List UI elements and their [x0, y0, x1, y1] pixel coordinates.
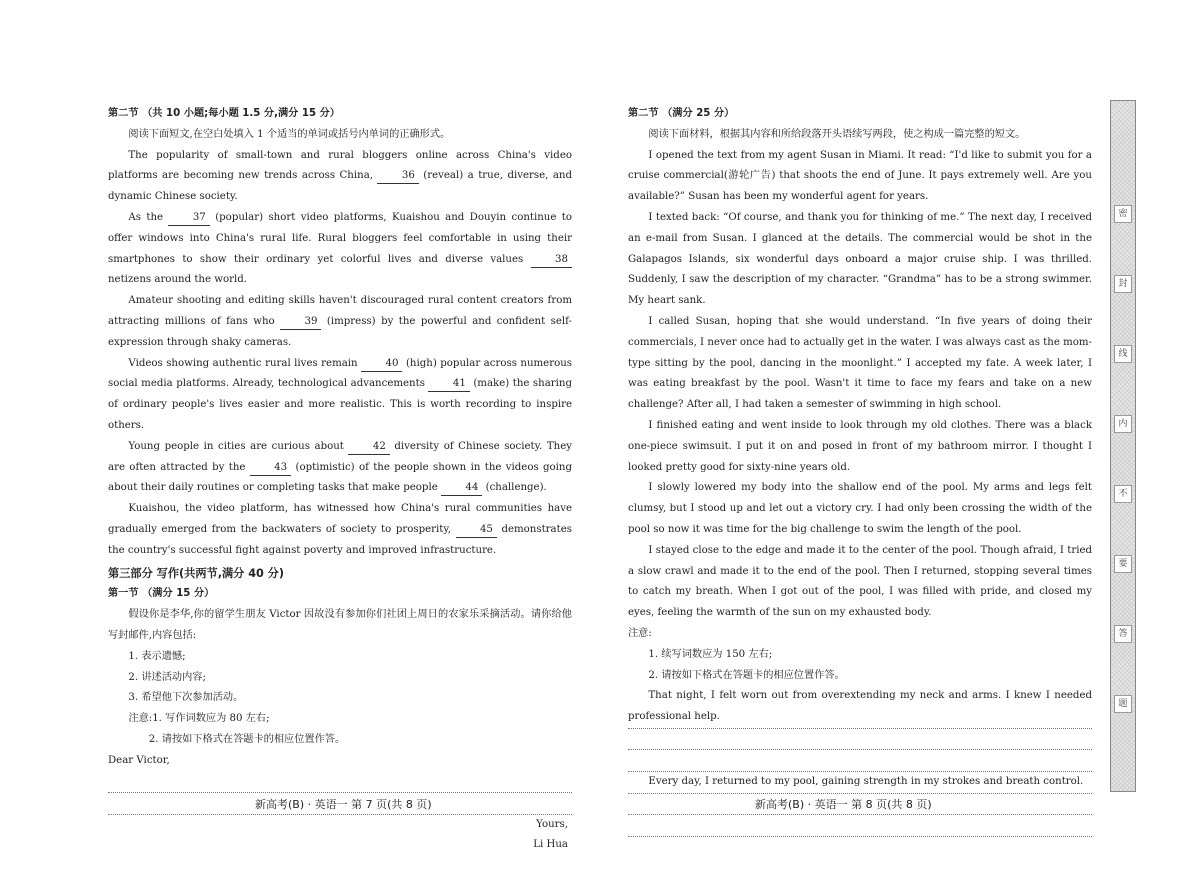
answer-line[interactable]	[628, 815, 1092, 837]
paragraph-starter-2: Every day, I returned to my pool, gaining strength in my strokes and breath control.	[628, 772, 1092, 794]
task-item-2: 2. 讲述活动内容;	[128, 671, 206, 683]
signature: Li Hua	[533, 839, 568, 851]
continuation-heading: 第二节 （满分 25 分）	[628, 108, 735, 119]
story-paragraph: I called Susan, hoping that she would understand. “In five years of doing their commercials, I never once had to actually get in the water. I was always cast as the mom-type sitting by the pool, dancing in the moonlight.” I accepted my fate. A week later, I was eating breakfast by the pool. Wasn't it time to face my fears and take on a new challenge? After all, I had taken a semester of swimming in high school.	[628, 315, 1092, 411]
answer-line[interactable]	[628, 729, 1092, 751]
passage-paragraph-3: Amateur shooting and editing skills haven't discouraged rural content creators from attracting millions of fans who 39 (impress) by the powerful and confident self-expression through shaky cameras.	[108, 295, 572, 348]
seal-char: 内	[1114, 415, 1132, 433]
section2-instruction: 阅读下面短文,在空白处填入 1 个适当的单词或括号内单词的正确形式。	[128, 128, 451, 140]
seal-line-strip	[1110, 100, 1136, 792]
salutation: Dear Victor,	[108, 754, 170, 766]
note-item-1: 1. 续写词数应为 150 左右;	[648, 648, 773, 660]
seal-char: 封	[1114, 275, 1132, 293]
blank-39[interactable]: 39	[280, 315, 321, 330]
blank-40[interactable]: 40	[361, 357, 402, 372]
right-footer: 新高考(B) · 英语一 第 8 页(共 8 页)	[755, 798, 932, 811]
story-paragraph: I opened the text from my agent Susan in Miami. It read: “I'd like to submit you for a cruise commercial(游轮广告) that shoots the end of June. It pays extremely well. Are you available?” Susan has been my wonderful agent for years.	[628, 149, 1092, 203]
note-item-2: 2. 请按如下格式在答题卡的相应位置作答。	[648, 669, 845, 681]
passage-paragraph-1: The popularity of small-town and rural bloggers online across China's video platforms are becoming new trends across China, 36 (reveal) a true, diverse, and dynamic Chinese society.	[108, 149, 572, 203]
notes-label: 注意:	[628, 627, 652, 639]
blank-42[interactable]: 42	[348, 440, 389, 455]
closing: Yours,	[536, 818, 568, 830]
seal-char: 线	[1114, 345, 1132, 363]
answer-line[interactable]	[108, 772, 572, 794]
story-paragraph: I texted back: “Of course, and thank you for thinking of me.” The next day, I received an e-mail from Susan. I glanced at the details. The commercial would be shot in the Galapagos Islands, six wonderful days onboard a major cruise ship. I was thrilled. Suddenly, I saw the description of my character. “Grandma” has to be a strong swimmer. My heart sank.	[628, 211, 1092, 307]
seal-char: 密	[1114, 205, 1132, 223]
story-paragraph: I slowly lowered my body into the shallow end of the pool. My arms and legs felt clumsy, but I stood up and let out a victory cry. I had only been crossing the width of the pool so now it was time for the big challenge to swim the length of the pool.	[628, 482, 1092, 535]
story-paragraph: I stayed close to the edge and made it to the center of the pool. Though afraid, I tried a slow crawl and made it to the end of the pool. Then I returned, stopping several times to catch my breath. When I got out of the pool, I was filled with pride, and closed my eyes, feeling the warmth of the sun on my exhausted body.	[628, 544, 1092, 619]
passage-paragraph-6: Kuaishou, the video platform, has witnessed how China's rural communities have gradually emerged from the backwaters of society to prosperity, 45 demonstrates the country's successful fight against poverty and improved infrastructure.	[108, 503, 572, 556]
continuation-instruction: 阅读下面材料，根据其内容和所给段落开头语续写两段，使之构成一篇完整的短文。	[648, 128, 1026, 140]
part3-heading: 第三部分 写作(共两节,满分 40 分)	[108, 566, 284, 580]
writing-note-2: 2. 请按如下格式在答题卡的相应位置作答。	[148, 733, 346, 745]
left-footer: 新高考(B) · 英语一 第 7 页(共 8 页)	[255, 798, 432, 811]
blank-43[interactable]: 43	[250, 461, 291, 476]
writing-note-1: 注意:1. 写作词数应为 80 左右;	[128, 713, 270, 725]
task-item-3: 3. 希望他下次参加活动。	[128, 692, 244, 704]
passage-paragraph-5: Young people in cities are curious about 42 diversity of Chinese society. They are often attracted by the 43 (optimistic) of the people shown in the videos going about their daily routines or completing tasks that make people 44 (challenge).	[108, 437, 572, 499]
section2-heading: 第二节 （共 10 小题;每小题 1.5 分,满分 15 分）	[108, 108, 340, 119]
blank-41[interactable]: 41	[428, 377, 469, 392]
right-page	[628, 104, 1092, 837]
left-page	[108, 104, 572, 856]
answer-line[interactable]	[628, 750, 1092, 772]
task-item-1: 1. 表示遗憾;	[128, 650, 186, 662]
paragraph-starter-1: That night, I felt worn out from overextending my neck and arms. I knew I needed professional help.	[628, 686, 1092, 729]
passage-paragraph-4: Videos showing authentic rural lives remain 40 (high) popular across numerous social media platforms. Already, technological advancements 41 (make) the sharing of ordinary people's lives easier and more realistic. This is worth recording to inspire others.	[108, 357, 572, 431]
blank-44[interactable]: 44	[441, 481, 482, 496]
blank-45[interactable]: 45	[456, 523, 497, 538]
blank-38[interactable]: 38	[531, 253, 572, 268]
seal-char: 题	[1114, 695, 1132, 713]
seal-char: 不	[1114, 485, 1132, 503]
seal-char: 要	[1114, 555, 1132, 573]
blank-36[interactable]: 36	[377, 169, 418, 184]
story-paragraph: I finished eating and went inside to look through my old clothes. There was a black one-piece swimsuit. I put it on and posed in front of my bathroom mirror. I thought I looked pretty good for sixty-nine years old.	[628, 419, 1092, 473]
section1-heading: 第一节 （满分 15 分）	[108, 588, 215, 600]
writing-task-intro: 假设你是李华,你的留学生朋友 Victor 因故没有参加你们社团上周日的农家乐采摘活动。请你给他写封邮件,内容包括:	[108, 609, 572, 641]
seal-char: 答	[1114, 625, 1132, 643]
blank-37[interactable]: 37	[168, 211, 209, 226]
passage-paragraph-2: As the 37 (popular) short video platforms, Kuaishou and Douyin continue to offer windows into China's rural life. Rural bloggers feel comfortable in using their smartphones to show their ordinary yet colorful lives and diverse values 38 netizens around the world.	[108, 211, 573, 286]
